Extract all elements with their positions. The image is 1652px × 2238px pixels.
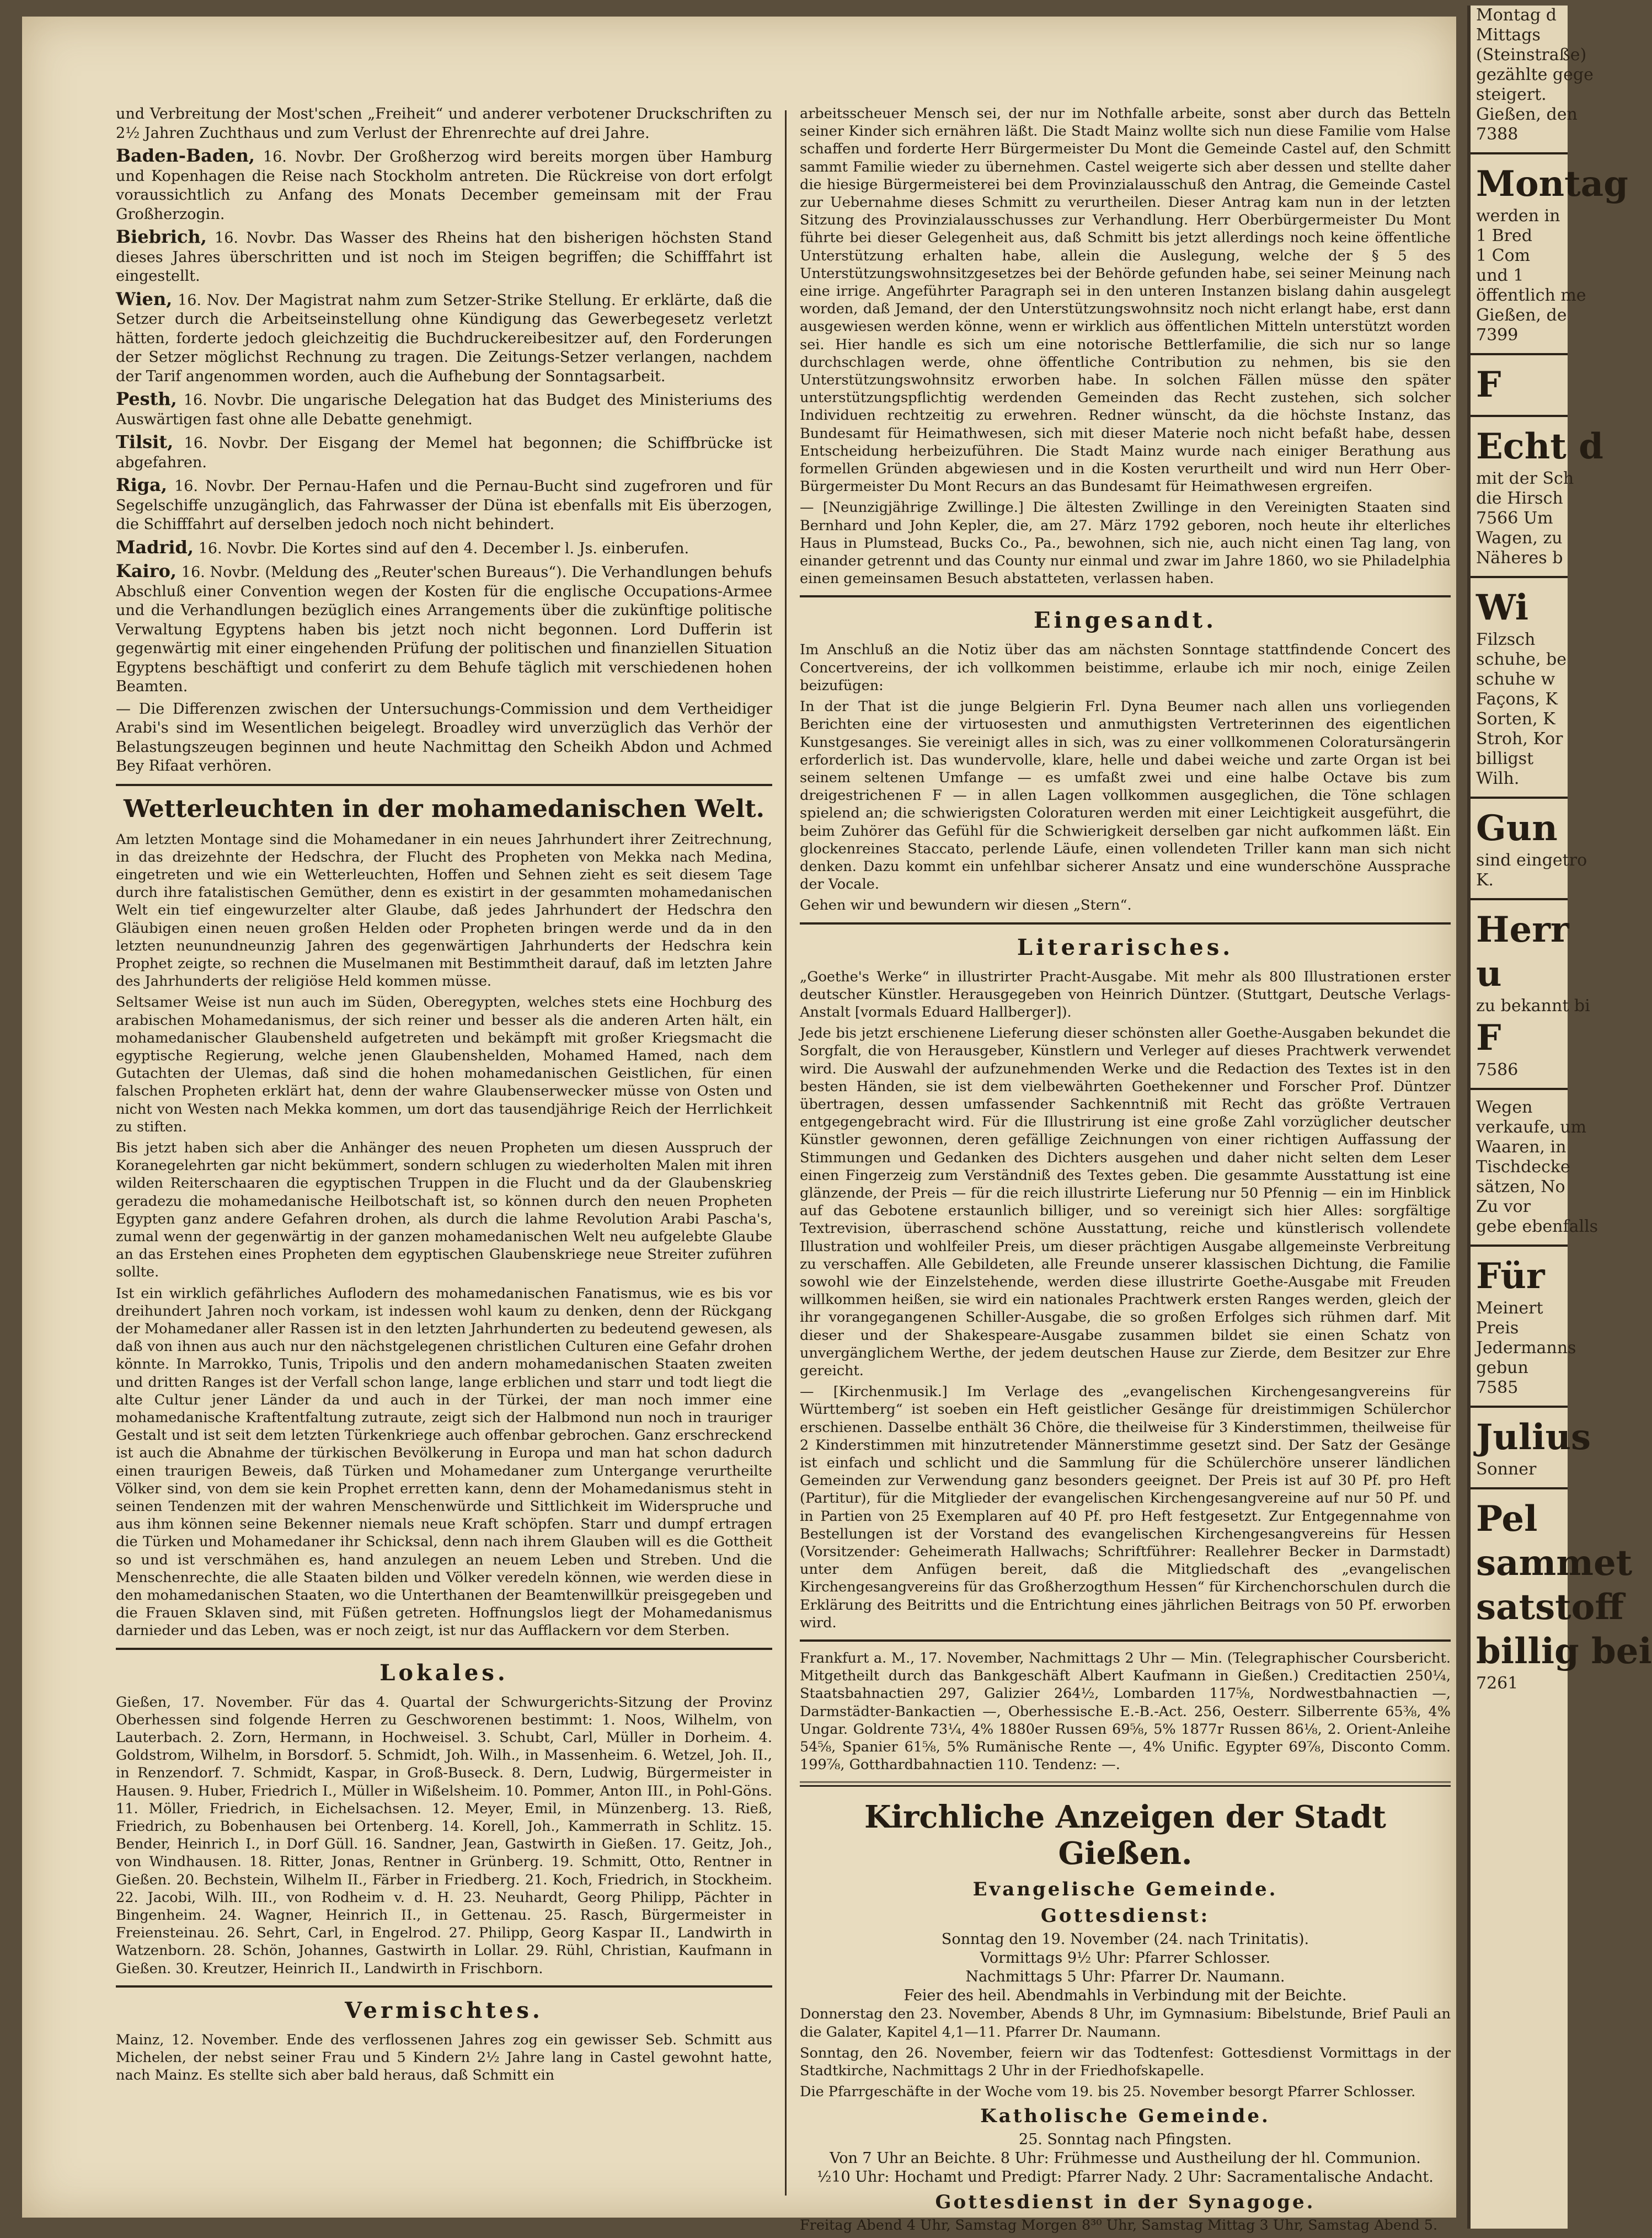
dateline-place: Madrid, bbox=[116, 536, 194, 558]
strip-fragment: sind eingetro bbox=[1476, 851, 1587, 870]
vermischtes-text: Mainz, 12. November. Ende des verflossenen Jahres zog ein gewisser Seb. Schmitt aus Michelen, der nebst seiner Frau und 5 Kindern 2½ Jahre lang in Castel gewohnt hatte, nach Mainz. Es stellte sich aber bald heraus, daß Schmitt ein bbox=[116, 2031, 772, 2084]
eingesandt-paragraph: Im Anschluß an die Notiz über das am nächsten Sonntage stattfindende Concert des Concertvereins, der ich vollkommen beistimme, erlaube ich mir noch, einige Zeilen beizufügen: bbox=[800, 642, 1451, 694]
eingesandt-heading: Eingesandt. bbox=[1033, 607, 1217, 634]
literarisches-paragraph: — [Kirchenmusik.] Im Verlage des „evangelischen Kirchengesangvereins für Württemberg“ ist soeben ein Heft geistlicher Gesänge für dreistimmigen Schülerchor erschienen. Dasselbe enthält 36 Chöre, die theilweise für 3 Kinderstimmen, theilweise für 2 Kinderstimmen mit hinzutretender Männerstimme gesetzt sind. Der Satz der Gesänge ist einfach und schlicht und die Sammlung für die Schülerchöre unserer ländlichen Gemeinden zur Verwendung ganz besonders geeignet. Der Preis ist auf 30 Pf. pro Heft (Partitur), für die Mitglieder der evangelischen Kirchengesangvereine auf nur 50 Pf. und in Partien von 25 Exemplaren auf 40 Pf. pro Heft festgesetzt. Zur Entgegennahme von Bestellungen ist der Vorstand des evangelischen Kirchengesangvereins für Hessen (Vorsitzender: Geheimerath Hallwachs; Schriftführer: Reallehrer Becker in Darmstadt) unter dem Anfügen bereit, daß die Mitgliedschaft des „evangelischen Kirchengesangvereins für das Großherzogthum Hessen“ für Kirchenchorschulen durch die Erklärung des Beitritts und die Entrichtung eines jährlichen Beitrags von 50 Pf. erworben wird. bbox=[800, 1384, 1451, 1631]
dateline-place: Riga, bbox=[116, 474, 167, 495]
strip-fragment: u bbox=[1476, 953, 1502, 995]
strip-fragment: Zu vor bbox=[1476, 1197, 1531, 1216]
strip-fragment: schuhe w bbox=[1476, 670, 1555, 689]
dateline-text: 16. Novbr. Der Eisgang der Memel hat begonnen; die Schiffbrücke ist abgefahren. bbox=[116, 435, 772, 471]
section-rule bbox=[116, 784, 772, 786]
strip-fragment: Preis bbox=[1476, 1318, 1519, 1338]
synagoge-heading: Gottesdienst in der Synagoge. bbox=[935, 2191, 1316, 2214]
literarisches-paragraph: „Goethe's Werke“ in illustrirter Pracht-Ausgabe. Mit mehr als 800 Illustrationen erster deutscher Künstler. Herausgegeben von Heinrich Düntzer. (Stuttgart, Deutsche Verlags-Anstalt [vormals Eduard Hallberger]). bbox=[800, 968, 1451, 1021]
strip-rule bbox=[1471, 152, 1568, 154]
dateline-item bbox=[116, 389, 772, 429]
strip-fragment: 7388 bbox=[1476, 125, 1519, 144]
kairo-extra: — Die Differenzen zwischen der Untersuchungs-Commission und dem Vertheidiger Arabi's sind im Wesentlichen beigelegt. Broadley wird unverzüglich das Verhör der Belastungszeugen beginnen und heute Nachmittag den Scheikh Abdon und Achmed Bey Rifaat verhören. bbox=[116, 700, 772, 775]
strip-rule bbox=[1471, 1088, 1568, 1090]
vermischtes-continued: arbeitsscheuer Mensch sei, der nur im Nothfalle arbeite, sonst aber durch das Betteln seiner Kinder sich ernähren läßt. Die Stadt Mainz wollte sich nun diese Familie vom Halse schaffen und forderte Herr Bürgermeister Du Mont die Gemeinde Castel auf, den Schmitt sammt Familie wieder zu übernehmen. Castel weigerte sich aber dessen und stellte daher die hiesige Bürgermeisterei bei dem Provinzialausschuß den Antrag, die Gemeinde Castel zur Uebernahme dieses Schmitt zu verurtheilen. Dieser Antrag kam nun in der letzten Sitzung des Provinzialausschusses zur Verhandlung. Herr Oberbürgermeister Du Mont führte bei dieser Gelegenheit aus, daß Schmitt bis jetzt allerdings noch keine öffentliche Unterstützung erhalten habe, allein die Auslegung, welche der § 5 des Unterstützungswohnsitzgesetzes bei der Behörde gefunden habe, sei seiner Meinung nach eine irrige. Angeführter Paragraph sei in den unteren Instanzen bislang dahin ausgelegt worden, daß Jemand, der den Unterstützungswohnsitz noch nicht erlangt habe, erst dann ausgewiesen werden könne, wenn er wirklich aus öffentlichen Mitteln unterstützt worden sei. Hier handle es sich um eine notorische Bettlerfamilie, die sich nur so lange durchschlagen werde, ohne öffentliche Contribution zu nehmen, bis sie den Unterstützungswohnsitz erworben habe. In solchen Fällen müsse den später unterstützungspflichtig werdenden Gemeinden das Recht zustehen, sich solcher Individuen rechtzeitig zu erwehren. Redner wünscht, da die höchste Instanz, das Bundesamt für Heimathwesen, sich mit dieser Materie noch nicht befaßt habe, dessen Entscheidung herbeizuführen. Die Stadt Mainz wurde nach einiger Berathung aus formellen Gründen abgewiesen und in die Kosten verurtheilt und wird nun Herr Ober-Bürgermeister Du Mont Recurs an das Bundesamt für Heimathwesen ergreifen. bbox=[800, 105, 1451, 495]
strip-fragment: Stroh, Kor bbox=[1476, 729, 1563, 749]
strip-fragment: sammet bbox=[1476, 1542, 1633, 1584]
section-rule bbox=[116, 1648, 772, 1650]
evangelisch-paragraphs bbox=[800, 2005, 1451, 2101]
strip-fragment: 7566 Um bbox=[1476, 509, 1553, 528]
dateline-text: 16. Novbr. Der Pernau-Hafen und die Pernau-Bucht sind zugefroren und für Segelschiffe unzugänglich, das Fahrwasser der Düna ist ebenfalls mit Eis überzogen, die Schifffahrt auf derselben jedoch noch nicht behindert. bbox=[116, 478, 772, 533]
strip-fragment: Filzsch bbox=[1476, 630, 1536, 649]
strip-fragment: Tischdecke bbox=[1476, 1157, 1570, 1177]
dateline-text: 16. Novbr. Die Kortes sind auf den 4. December l. Js. einberufen. bbox=[198, 540, 689, 557]
strip-fragment: billig bei bbox=[1476, 1631, 1652, 1672]
wetter-paragraph: Seltsamer Weise ist nun auch im Süden, Oberegypten, welches stets eine Hochburg des arabischen Mohamedanismus, der sich reiner und besser als die anderen Arten hält, ein mohamedanischer Glaubensheld aufgetreten und bekämpft mit großer Kriegsmacht die egyptische Regierung, welche jenen Glaubenshelden, Mohamed Hamed, nach dem Gutachten der Ulemas, daß sind die hohen mohamedanischen Geistlichen, für einen falschen Propheten erklärt hat, denn der wahre Glaubenserwecker müsse von Osten und nicht von Westen nach Mekka kommen, um dort das tausendjährige Reich der Herrlichkeit zu stiften. bbox=[116, 994, 772, 1135]
strip-fragment: Für bbox=[1476, 1256, 1545, 1297]
strip-fragment: 7261 bbox=[1476, 1674, 1519, 1693]
column-divider bbox=[785, 110, 787, 2196]
strip-fragment: (Steinstraße) bbox=[1476, 45, 1587, 65]
strip-fragment: sätzen, No bbox=[1476, 1177, 1565, 1197]
strip-rule bbox=[1471, 353, 1568, 355]
dateline-text: 16. Novbr. Die ungarische Delegation hat das Budget des Ministeriums des Auswärtigen fast ohne alle Debatte genehmigt. bbox=[116, 392, 772, 428]
katholisch-line: ½10 Uhr: Hochamt und Predigt: Pfarrer Nady. 2 Uhr: Sacramentalische Andacht. bbox=[817, 2168, 1434, 2186]
strip-fragment: und 1 bbox=[1476, 266, 1524, 285]
strip-fragment: 1 Com bbox=[1476, 246, 1531, 265]
strip-fragment: Gießen, de bbox=[1476, 306, 1567, 325]
wetter-paragraph: Bis jetzt haben sich aber die Anhänger des neuen Propheten um diesen Ausspruch der Koranegelehrten gar nicht bekümmert, sondern schlugen zu wiederholten Malen mit ihren wilden Reiterschaaren die egyptischen Truppen in die Flucht und da der Glaubenskrieg geradezu die mohamedanische Heilbotschaft ist, so können durch den neuen Propheten Egypten ganz andere Gefahren drohen, als durch die lahme Revolution Arabi Pascha's, zumal wenn der gegenwärtig in der ganzen mohamedanischen Welt neu aufgelebte Glaube an das Erstehen eines Propheten dem egyptischen Glaubenskriege neue Streiter zuführen sollte. bbox=[116, 1139, 772, 1281]
strip-fragment: gebun bbox=[1476, 1358, 1528, 1377]
strip-fragment: gezählte gege bbox=[1476, 65, 1594, 84]
eingesandt-article bbox=[800, 641, 1451, 914]
strip-fragment: Waaren, in bbox=[1476, 1137, 1567, 1157]
kirchlich-heading: Kirchliche Anzeigen der Stadt Gießen. bbox=[864, 1799, 1386, 1872]
evangelisch-lines bbox=[800, 1930, 1451, 2005]
dateline-place: Baden-Baden, bbox=[116, 145, 255, 166]
dateline-item bbox=[116, 562, 772, 697]
evangelisch-line: Nachmittags 5 Uhr: Pfarrer Dr. Naumann. bbox=[965, 1968, 1285, 1986]
synagoge-text: Freitag Abend 4 Uhr, Samstag Morgen 8³⁰ Uhr, Samstag Mittag 3 Uhr, Samstag Abend 5. bbox=[800, 2217, 1438, 2234]
strip-fragment: F bbox=[1476, 364, 1501, 405]
dateline-text: 16. Novbr. Der Großherzog wird bereits morgen über Hamburg und Kopenhagen die Reise nach Stockholm antreten. Die Rückreise von dort erfolgt voraussichtlich zu Anfang des Monats December gemeinsam mit der Frau Großherzogin. bbox=[116, 148, 772, 223]
strip-fragment: Näheres b bbox=[1476, 548, 1563, 568]
eingesandt-paragraph: In der That ist die junge Belgierin Frl. Dyna Beumer nach allen uns vorliegenden Berichten eine der virtuosesten und anmuthigsten Vertreterinnen des eigentlichen Kunstgesanges. Sie vereinigt alles in sich, was zu einer vollkommenen Coloratursängerin erforderlich ist. Das wundervolle, klare, helle und dabei weiche und zarte Organ ist bei seinem seltenen Umfange — es umfaßt zwei und eine halbe Octave bis zum dreigestrichenen F — in allen Lagen vollkommen ausgeglichen, die Töne schlagen spielend an; die schwierigsten Coloraturen werden mit einer Leichtigkeit ausgeführt, die beim Zuhörer das Gefühl für die Schwierigkeit derselben gar nicht aufkommen läßt. Ein glockenreines Staccato, perlende Läufe, einen vollendeten Triller kann man sich nicht denken. Dazu kommt ein unfehlbar sicherer Ansatz und eine wunderschöne Aussprache der Vocale. bbox=[800, 698, 1451, 893]
strip-fragment: Julius bbox=[1476, 1417, 1591, 1458]
literarisches-article bbox=[800, 968, 1451, 1632]
strip-rule bbox=[1471, 415, 1568, 417]
dateline-item bbox=[116, 290, 772, 387]
strip-fragment: 7586 bbox=[1476, 1060, 1519, 1080]
strip-fragment: billigst bbox=[1476, 749, 1534, 768]
dateline-place: Pesth, bbox=[116, 388, 177, 409]
lokales-heading: Lokales. bbox=[379, 1659, 509, 1686]
strip-fragment: 7399 bbox=[1476, 325, 1519, 345]
strip-rule bbox=[1471, 1406, 1568, 1408]
strip-fragment: schuhe, be bbox=[1476, 650, 1567, 669]
evangelisch-paragraph: Donnerstag den 23. November, Abends 8 Uhr, im Gymnasium: Bibelstunde, Brief Pauli an die Galater, Kapitel 4,1—11. Pfarrer Dr. Naumann. bbox=[800, 2006, 1451, 2041]
strip-fragment: werden in bbox=[1476, 206, 1560, 226]
strip-fragment: öffentlich me bbox=[1476, 286, 1586, 305]
vermischtes-heading: Vermischtes. bbox=[345, 1997, 543, 2023]
section-rule bbox=[800, 1781, 1451, 1787]
intro-paragraph: und Verbreitung der Most'schen „Freiheit“ und anderer verbotener Druckschriften zu 2½ Jahren Zuchthaus und zum Verlust der Ehrenrechte auf drei Jahre. bbox=[116, 105, 772, 142]
strip-fragment: Wi bbox=[1476, 587, 1529, 628]
dateline-place: Tilsit, bbox=[116, 431, 174, 452]
lokales-text: Gießen, 17. November. Für das 4. Quartal der Schwurgerichts-Sitzung der Provinz Oberhessen sind folgende Herren zu Geschworenen bestimmt: 1. Noos, Wilhelm, von Lauterbach. 2. Zorn, Hermann, in Hochweisel. 3. Schubt, Carl, Müller in Dorheim. 4. Goldstrom, Wilhelm, in Borsdorf. 5. Schmidt, Joh. Wilh., in Massenheim. 6. Wetzel, Joh. II., in Renzendorf. 7. Schmidt, Kaspar, in Groß-Buseck. 8. Dern, Ludwig, Bürgermeister in Hausen. 9. Huber, Friedrich I., Müller in Wißelsheim. 10. Pommer, Anton III., in Pohl-Göns. 11. Möller, Friedrich, in Eichelsachsen. 12. Meyer, Emil, in Münzenberg. 13. Rieß, Friedrich, zu Bobenhausen bei Ortenberg. 14. Korell, Joh., Kammerrath in Schlitz. 15. Bender, Heinrich I., in Dorf Güll. 16. Sandner, Jean, Gastwirth in Gießen. 17. Geitz, Joh., von Windhausen. 18. Ritter, Jonas, Rentner in Grünberg. 19. Schmitt, Otto, Rentner in Gießen. 20. Bechstein, Wilhelm II., Färber in Friedberg. 21. Koch, Friedrich, in Stockheim. 22. Jacobi, Wilh. III., von Rodheim v. d. H. 23. Neuhardt, Georg Philipp, Pächter in Bingenheim. 24. Wagner, Heinrich II., in Gettenau. 25. Rasch, Bürgermeister in Freiensteinau. 26. Sehrt, Carl, in Engelrod. 27. Philipp, Georg Kaspar II., Landwirth in Watzenborn. 28. Schön, Johannes, Gastwirth in Lollar. 29. Rühl, Christian, Kaufmann in Gießen. 30. Kreutzer, Heinrich II., Landwirth in Frischborn. bbox=[116, 1694, 772, 1977]
wetter-paragraph: Ist ein wirklich gefährliches Auflodern des mohamedanischen Fanatismus, wie es bis vor dreihundert Jahren noch vorkam, ist indessen wohl kaum zu denken, denn der Rückgang der Mohamedaner aller Rassen ist in den letzten Jahrhunderten zu bedeutend gewesen, als daß von ihnen aus auch nur den nächstgelegenen christlichen Culturen eine Gefahr drohen könnte. In Marrokko, Tunis, Tripolis und den andern mohamedanischen Staaten zweiten und dritten Ranges ist der Verfall schon lange, lange erblichen und starr und todt liegt die alte Cultur jener Länder da und auch in der Türkei, der man noch immer eine mohamedanische Kraftentfaltung zutraute, zeigt sich der Halbmond nun noch in trauriger Gestalt und ist seit dem letzten Türkenkriege auch offenbar gebrochen. Ganz erschreckend ist auch die Abnahme der türkischen Bevölkerung in Europa und man hat schon dadurch einen traurigen Beweis, daß Türken und Mohamedaner zum Untergange verurtheilte Völker sind, von dem sie kein Prophet erretten kann, denn der Mohamedanismus steht in seinen Tendenzen mit der wahren Menschenwürde und Sittlichkeit im Widerspruche und aus ihm können seine Bekenner niemals neue Kraft schöpfen. Starr und dumpf ertragen die Türken und Mohamedaner ihr Schicksal, denn nach ihrem Glauben will es die Gottheit so und ist verschmähen es, hand anzulegen an neuem Leben und Streben. Und die Menschenrechte, die alle Staaten bilden und Völker veredeln können, wie werden diese in den mohamedanischen Staaten, wo die Unterthanen der Beamtenwillkür preisgegeben und die Frauen Sklaven sind, mit Füßen getreten. Hoffnungslos liegt der Mohamedanismus darnieder und das Leben, was er noch zeigt, ist nur das Aufflackern vor dem Sterben. bbox=[116, 1285, 772, 1639]
strip-fragment: zu bekannt bi bbox=[1476, 996, 1590, 1016]
strip-fragment: Herr bbox=[1476, 909, 1569, 950]
eingesandt-paragraph: Gehen wir und bewundern wir diesen „Stern“. bbox=[800, 897, 1132, 914]
dateline-item bbox=[116, 476, 772, 535]
strip-fragment: Montag d bbox=[1476, 6, 1557, 25]
dateline-item bbox=[116, 538, 772, 559]
section-rule bbox=[116, 1985, 772, 1988]
section-rule bbox=[800, 1639, 1451, 1642]
strip-rule bbox=[1471, 797, 1568, 799]
strip-fragment: die Hirsch bbox=[1476, 489, 1563, 508]
katholisch-heading: Katholische Gemeinde. bbox=[980, 2105, 1270, 2128]
strip-fragment: Jedermanns bbox=[1476, 1338, 1576, 1358]
wetter-heading: Wetterleuchten in der mohamedanischen Welt. bbox=[123, 794, 764, 823]
strip-rule bbox=[1471, 576, 1568, 578]
strip-rule bbox=[1471, 1244, 1568, 1247]
literarisches-heading: Literarisches. bbox=[1017, 934, 1234, 960]
dateline-text: 16. Novbr. (Meldung des „Reuter'schen Bureaus“). Die Verhandlungen behufs Abschluß einer Convention wegen der Kosten für die englische Occupations-Armee und die Verhandlungen bezüglich eines Arrangements über die zukünftige politische Verwaltung Egyptens haben bis jetzt noch nicht begonnen. Lord Dufferin ist gegenwärtig mit einer eingehenden Prüfung der politischen und finanziellen Situation Egyptens beschäftigt und conferirt zu dem Behufe täglich mit verschiedenen hohen Beamten. bbox=[116, 564, 772, 695]
strip-rule bbox=[1471, 1487, 1568, 1489]
wetter-paragraph: Am letzten Montage sind die Mohamedaner in ein neues Jahrhundert ihrer Zeitrechnung, in das dreizehnte der Hedschra, der Flucht des Propheten von Mekka nach Medina, eingetreten und wie ein Wetterleuchten, Hoffen und Sehnen zieht es seit diesem Tage durch ihre fatalistischen Gemüther, denn es existirt in der gesammten mohamedanischen Welt ein tief eingewurzelter alter Glaube, daß jedes Jahrhundert der Hedschra den Gläubigen einen neuen großen Helden oder Propheten bringen werde und da in den letzten neunundneunzig Jahren des gegenwärtigen Jahrhunderts der Hedschra kein Prophet zeigte, so rechnen die Muselmanen mit Bestimmtheit darauf, daß im letzten Jahre des Jahrhunderts der religiöse Held kommen müsse. bbox=[116, 831, 772, 990]
dateline-place: Kairo, bbox=[116, 560, 177, 581]
left-column bbox=[116, 105, 772, 2088]
strip-fragment: gebe ebenfalls bbox=[1476, 1217, 1598, 1236]
katholisch-line: Von 7 Uhr an Beichte. 8 Uhr: Frühmesse und Austheilung der hl. Communion. bbox=[830, 2150, 1421, 2167]
katholisch-lines bbox=[800, 2130, 1451, 2187]
strip-fragment: Mittags bbox=[1476, 25, 1541, 45]
adjacent-page-strip bbox=[1467, 6, 1652, 2229]
strip-fragment: Pel bbox=[1476, 1498, 1538, 1540]
section-rule bbox=[800, 595, 1451, 597]
evangelisch-heading: Evangelische Gemeinde. bbox=[972, 1878, 1278, 1901]
strip-fragment: Wegen bbox=[1476, 1098, 1533, 1117]
evangelisch-paragraph: Sonntag, den 26. November, feiern wir das Todtenfest: Gottesdienst Vormittags in der Stadtkirche, Nachmittags 2 Uhr in der Friedhofskapelle. bbox=[800, 2044, 1451, 2080]
strip-fragment: satstoff bbox=[1476, 1587, 1624, 1628]
strip-fragment: Meinert bbox=[1476, 1299, 1543, 1318]
wetter-article bbox=[116, 831, 772, 1640]
strip-fragment: F bbox=[1476, 1017, 1501, 1059]
strip-fragment: Gießen, den bbox=[1476, 105, 1578, 124]
dateline-place: Biebrich, bbox=[116, 226, 207, 247]
strip-fragment: K. bbox=[1476, 870, 1494, 890]
dateline-text: 16. Nov. Der Magistrat nahm zum Setzer-Strike Stellung. Er erklärte, daß die Setzer durch die Arbeitseinstellung ohne Kündigung das Gewerbegesetz verletzt hätten, forderte jedoch gleichzeitig die Buchdruckereibesitzer auf, den Forderungen der Setzer möglichst Rechnung zu tragen. Die Zeitungs-Setzer verlangen, nachdem der Tarif angenommen worden, auch die Aufhebung der Sonntagsarbeit. bbox=[116, 291, 772, 385]
strip-fragment: 1 Bred bbox=[1476, 226, 1532, 245]
strip-fragment: Wilh. bbox=[1476, 769, 1520, 788]
boerse-report: Frankfurt a. M., 17. November, Nachmittags 2 Uhr — Min. (Telegraphischer Coursbericht. Mitgetheilt durch das Bankgeschäft Albert Kaufmann in Gießen.) Creditactien 250¼, Staatsbahnactien 297, Galizier 264½, Lombarden 117⅝, Nordwestbahnactien —, Darmstädter-Bankactien —, Oberhessische E.-B.-Act. 256, Oesterr. Silberrente 65⅜, 4% Ungar. Goldrente 73¼, 4% 1880er Russen 69⅝, 5% 1877r Russen 86⅛, 2. Orient-Anleihe 54⅝, Spanier 61⅝, 5% Rumänische Rente —, 4% Unific. Egypter 69⅞, Disconto Comm. 199⅞, Gotthardbahnactien 110. Tendenz: —. bbox=[800, 1650, 1451, 1774]
right-column bbox=[800, 105, 1451, 2238]
evangelisch-line: Vormittags 9½ Uhr: Pfarrer Schlosser. bbox=[980, 1949, 1271, 1967]
evangelisch-line: Feier des heil. Abendmahls in Verbindung mit der Beichte. bbox=[903, 1987, 1347, 2005]
strip-fragment: verkaufe, um bbox=[1476, 1118, 1587, 1137]
strip-fragment: Sorten, K bbox=[1476, 709, 1555, 729]
dateline-item bbox=[116, 227, 772, 286]
dateline-text: 16. Novbr. Das Wasser des Rheins hat den bisherigen höchsten Stand dieses Jahres überschritten und ist noch im Steigen begriffen; die Schifffahrt ist eingestellt. bbox=[116, 229, 772, 285]
dateline-list bbox=[116, 146, 772, 697]
zwillinge-notice: — [Neunzigjährige Zwillinge.] Die ältesten Zwillinge in den Vereinigten Staaten sind Bernhard und John Kepler, die, am 27. März 1792 geboren, noch heute ihr elterliches Haus in Plumstead, Bucks Co., Pa., bewohnen, sich nie, auch nicht einen Tag lang, von einander getrennt und das County nur einmal und zwar im Jahre 1860, wo sie Philadelphia einen gemeinsamen Besuch abstatteten, verlassen haben. bbox=[800, 499, 1451, 587]
strip-fragment: 7585 bbox=[1476, 1378, 1519, 1397]
gottesdienst-heading: Gottesdienst: bbox=[1040, 1905, 1210, 1927]
dateline-item bbox=[116, 146, 772, 224]
strip-fragment: Echt d bbox=[1476, 426, 1603, 467]
section-rule bbox=[800, 922, 1451, 925]
strip-fragment: steigert. bbox=[1476, 85, 1547, 104]
strip-fragment: Sonner bbox=[1476, 1460, 1537, 1479]
katholisch-line: 25. Sonntag nach Pfingsten. bbox=[1019, 2131, 1232, 2149]
strip-fragment: Montag bbox=[1476, 163, 1628, 205]
evangelisch-paragraph: Die Pfarrgeschäfte in der Woche vom 19. bis 25. November besorgt Pfarrer Schlosser. bbox=[800, 2084, 1416, 2101]
strip-fragment: Gun bbox=[1476, 808, 1558, 849]
evangelisch-line: Sonntag den 19. November (24. nach Trinitatis). bbox=[941, 1931, 1309, 1948]
dateline-place: Wien, bbox=[116, 288, 173, 309]
strip-fragment: Wagen, zu bbox=[1476, 528, 1563, 548]
strip-fragment: mit der Sch bbox=[1476, 469, 1574, 488]
dateline-item bbox=[116, 432, 772, 472]
strip-rule bbox=[1471, 898, 1568, 900]
newspaper-page bbox=[22, 17, 1456, 2234]
literarisches-paragraph: Jede bis jetzt erschienene Lieferung dieser schönsten aller Goethe-Ausgaben bekundet die Sorgfalt, die von Herausgeber, Künstlern und Verleger auf dieses Prachtwerk verwendet wird. Die Auswahl der aufzunehmenden Werke und die Redaction des Textes ist in den besten Händen, sie ist dem vielbewährten Goethekenner und Forscher Prof. Düntzer übertragen, dessen umfassender Sachkenntniß mit Recht das größte Vertrauen entgegengebracht wird. Für die Illustrirung ist eine große Zahl vorzüglicher deutscher Künstler gewonnen, deren gefällige Zeichnungen von einer richtigen Auffassung der Stimmungen und Gedanken des Dichters ausgehen und daher nicht selten dem Leser einen Fingerzeig zum Verständniß des Textes geben. Die gesammte Ausstattung ist eine glänzende, der Preis — für die reich illustrirte Lieferung nur 50 Pfennig — ein im Hinblick auf das Gebotene erstaunlich billiger, und so vereinigt sich hier Alles: sorgfältige Textrevision, überraschend schöne Ausstattung, reiche und künstlerisch vollendete Illustration und wohlfeiler Preis, um dieser prächtigen Ausgabe allgemeinste Verbreitung zu verschaffen. Alle Gebildeten, alle Freunde unserer klassischen Dichtung, die Familie sowohl wie der Einzelstehende, werden diese illustrirte Goethe-Ausgabe mit Freuden willkommen heißen, sie wird ein nationales Prachtwerk ersten Ranges werden, gleich der ihr vorangegangenen Schiller-Ausgabe, die so großen Erfolges sich rühmen darf. Mit dieser und der Shakespeare-Ausgabe zusammen bildet sie einen Schatz von unvergänglichem Werthe, der jedem deutschen Hause zur Zierde, dem Besitzer zur Ehre gereicht. bbox=[800, 1025, 1451, 1379]
strip-fragment: Façons, K bbox=[1476, 690, 1558, 709]
